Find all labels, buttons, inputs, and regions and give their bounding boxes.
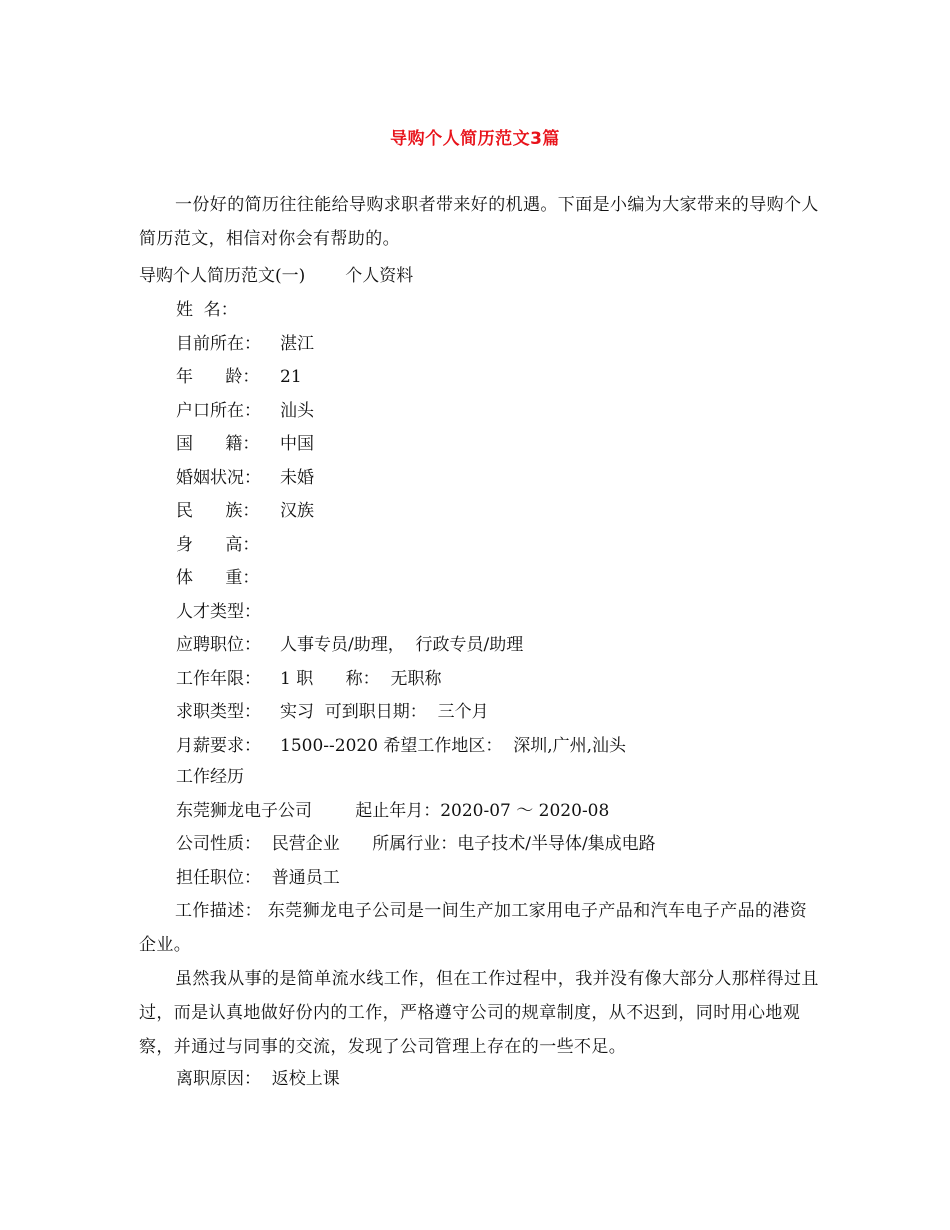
- info-field-value: 1500--2020 希望工作地区： 深圳,广州,汕头: [280, 735, 627, 756]
- info-field-row: [176, 332, 314, 356]
- info-field-label: 目前所在：: [176, 333, 261, 354]
- info-field-label: 民 族：: [176, 501, 260, 521]
- info-field-label: 工作年限：: [176, 668, 261, 689]
- info-field-row: [176, 633, 523, 657]
- info-field-row: [176, 365, 302, 389]
- info-field-label: 国 籍：: [176, 434, 260, 454]
- info-field-label: 人才类型：: [176, 601, 261, 622]
- info-field-row: [176, 533, 280, 557]
- info-field-label: 求职类型：: [176, 702, 261, 722]
- info-field-label: 年 龄：: [176, 367, 260, 387]
- info-field-value: 人事专员/助理， 行政专员/助理: [280, 635, 524, 655]
- intro-paragraph: 一份好的简历往往能给导购求职者带来好的机遇。下面是小编为大家带来的导购个人简历范文，相信对你会有帮助的。: [139, 195, 819, 249]
- info-field-value: 中国: [280, 434, 314, 454]
- info-field-row: [176, 432, 314, 456]
- info-field-row: [176, 466, 314, 490]
- info-field-row: [176, 499, 314, 523]
- info-field-value: 1 职 称： 无职称: [280, 668, 442, 689]
- info-field-value: 汕头: [280, 400, 314, 421]
- leave-reason-line: 离职原因： 返校上课: [176, 1069, 340, 1089]
- info-field-label: 体 重：: [176, 568, 260, 588]
- reflection-paragraph: 虽然我从事的是简单流水线工作，但在工作过程中，我并没有像大部分人那样得过且过，而是认真地做好份内的工作，严格遵守公司的规章制度，从不迟到，同时用心地观察，并通过与同事的交流，发现了公司管理上存在的一些不足。: [139, 969, 819, 1057]
- section-heading-line: [139, 264, 413, 288]
- info-field-value: 实习 可到职日期： 三个月: [280, 702, 489, 722]
- document-title: 导购个人简历范文3篇: [390, 129, 560, 149]
- info-field-label: 应聘职位：: [176, 635, 261, 655]
- info-field-label: 户口所在：: [176, 400, 261, 421]
- section-subheading: 个人资料: [345, 266, 414, 286]
- info-field-value: 汉族: [280, 501, 314, 521]
- info-field-row: [176, 600, 280, 624]
- company-nature-line: 公司性质： 民营企业 所属行业：电子技术/半导体/集成电路: [176, 834, 656, 854]
- info-field-label: 身 高：: [176, 534, 260, 555]
- info-field-row: [176, 399, 314, 423]
- work-heading: 工作经历: [176, 767, 244, 787]
- info-field-value: 未婚: [280, 467, 314, 488]
- info-field-label: 姓 名：: [176, 300, 238, 320]
- info-field-row: [176, 298, 280, 322]
- section-heading: 导购个人简历范文(一): [139, 266, 306, 286]
- job-description-paragraph: 工作描述： 东莞狮龙电子公司是一间生产加工家用电子产品和汽车电子产品的港资企业。: [139, 901, 808, 955]
- info-field-label: 婚姻状况：: [176, 467, 261, 488]
- info-field-value: 湛江: [280, 333, 314, 354]
- info-field-row: [176, 566, 280, 590]
- info-field-row: [176, 700, 489, 724]
- company-line: 东莞狮龙电子公司 起止年月：2020-07 ～ 2020-08: [176, 801, 610, 821]
- info-field-label: 月薪要求：: [176, 735, 261, 756]
- info-field-value: 21: [280, 367, 302, 387]
- info-field-row: [176, 667, 441, 691]
- info-field-row: [176, 734, 626, 758]
- position-line: 担任职位： 普通员工: [176, 868, 340, 888]
